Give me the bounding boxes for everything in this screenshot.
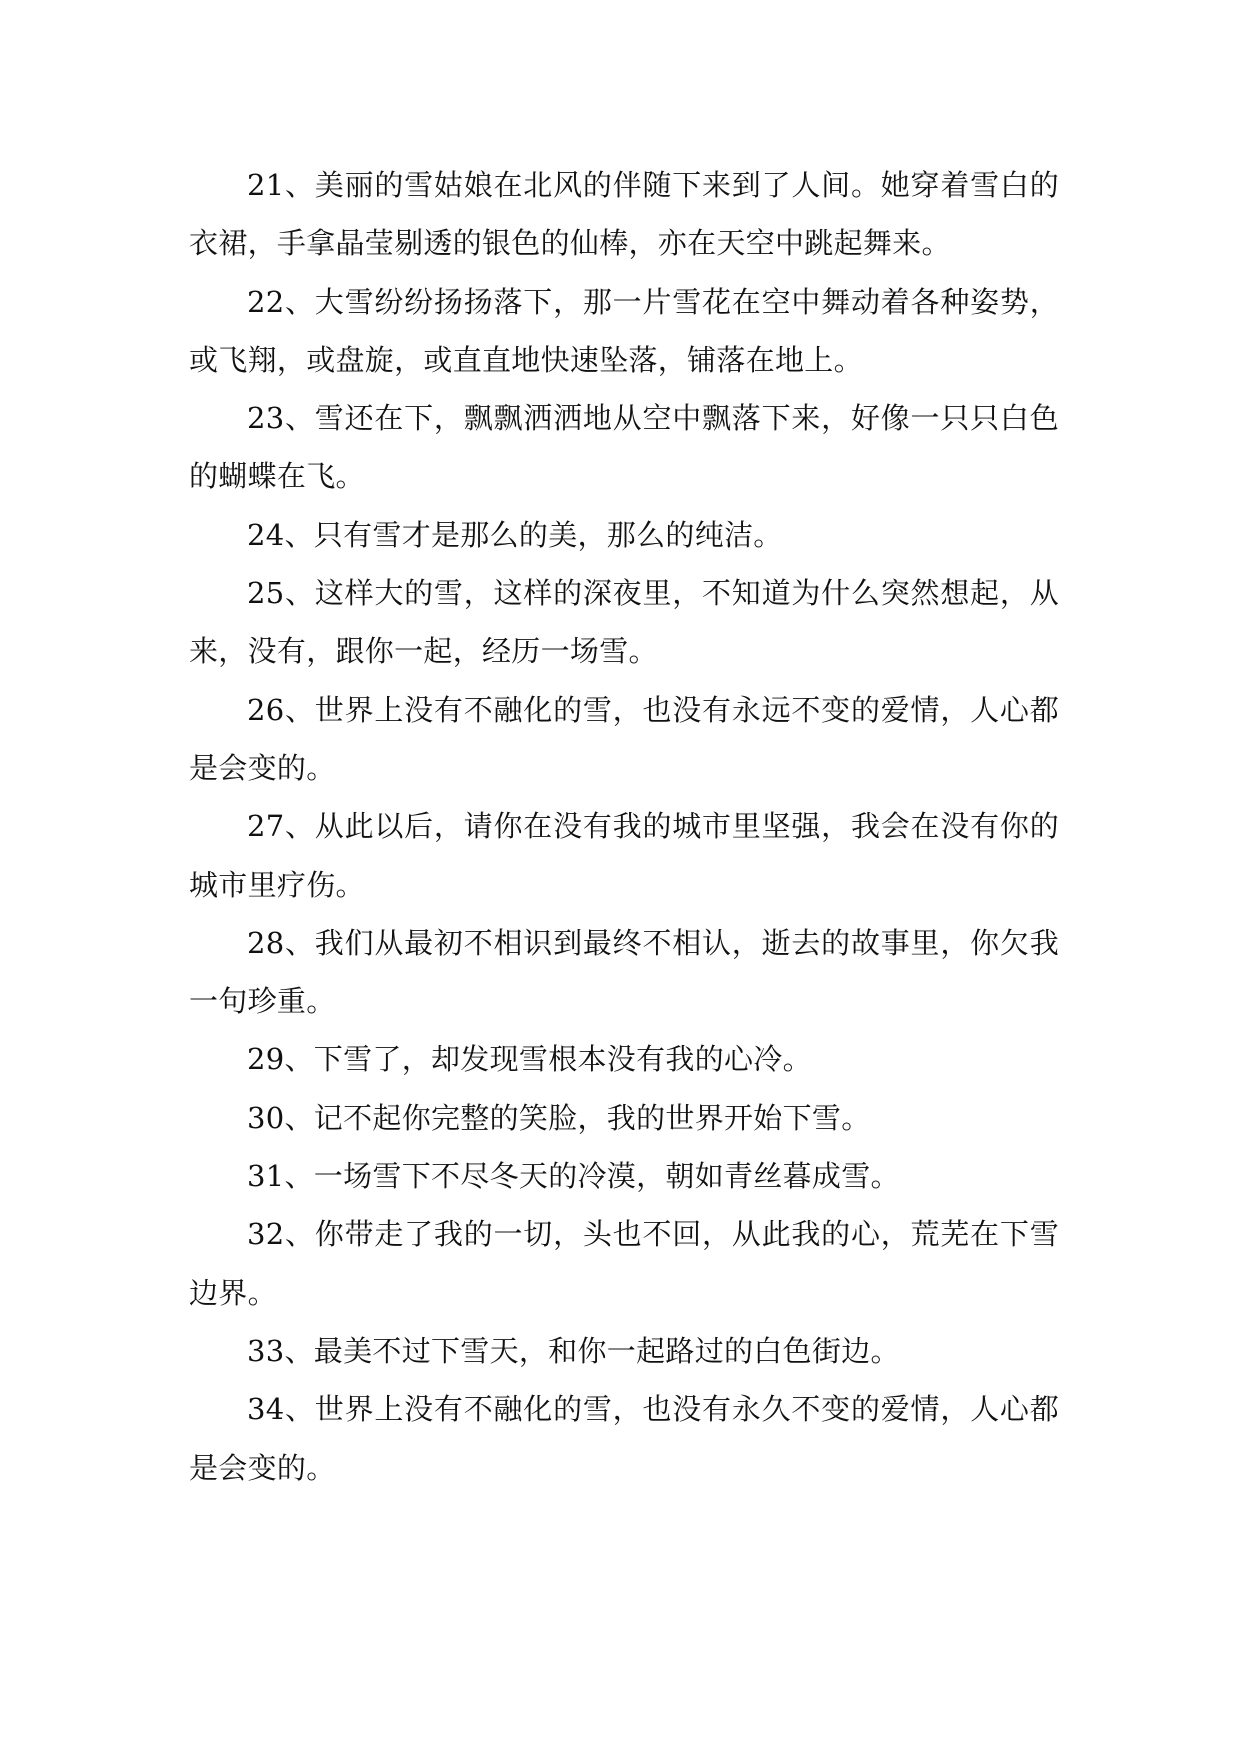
paragraph-31: 31、一场雪下不尽冬天的冷漠，朝如青丝暮成雪。 [247,1159,900,1194]
paragraph-26: 26、世界上没有不融化的雪，也没有永远不变的爱情，人心都是会变的。 [189,692,1059,785]
paragraph-25: 25、这样大的雪，这样的深夜里，不知道为什么突然想起，从来，没有，跟你一起，经历一场雪。 [189,576,1059,669]
paragraph-22: 22、大雪纷纷扬扬落下，那一片雪花在空中舞动着各种姿势，或飞翔，或盘旋，或直直地快速坠落，铺落在地上。 [189,284,1059,377]
paragraph-32: 32、你带走了我的一切，头也不回，从此我的心，荒芜在下雪边界。 [189,1217,1059,1310]
paragraph-21: 21、美丽的雪姑娘在北风的伴随下来到了人间。她穿着雪白的衣裙，手拿晶莹剔透的银色的仙棒，亦在天空中跳起舞来。 [189,168,1059,261]
document-body [189,156,1059,1497]
paragraph-27: 27、从此以后，请你在没有我的城市里坚强，我会在没有你的城市里疗伤。 [189,809,1059,902]
paragraph-33: 33、最美不过下雪天，和你一起路过的白色街边。 [247,1333,900,1368]
paragraph-28: 28、我们从最初不相识到最终不相认，逝去的故事里，你欠我一句珍重。 [189,925,1059,1019]
paragraph-23: 23、雪还在下，飘飘洒洒地从空中飘落下来，好像一只只白色的蝴蝶在飞。 [189,401,1059,494]
paragraph-24: 24、只有雪才是那么的美，那么的纯洁。 [247,517,783,552]
paragraph-34: 34、世界上没有不融化的雪，也没有永久不变的爱情，人心都是会变的。 [189,1392,1059,1485]
paragraph-29: 29、下雪了，却发现雪根本没有我的心冷。 [247,1042,812,1077]
paragraph-30: 30、记不起你完整的笑脸，我的世界开始下雪。 [247,1100,871,1135]
